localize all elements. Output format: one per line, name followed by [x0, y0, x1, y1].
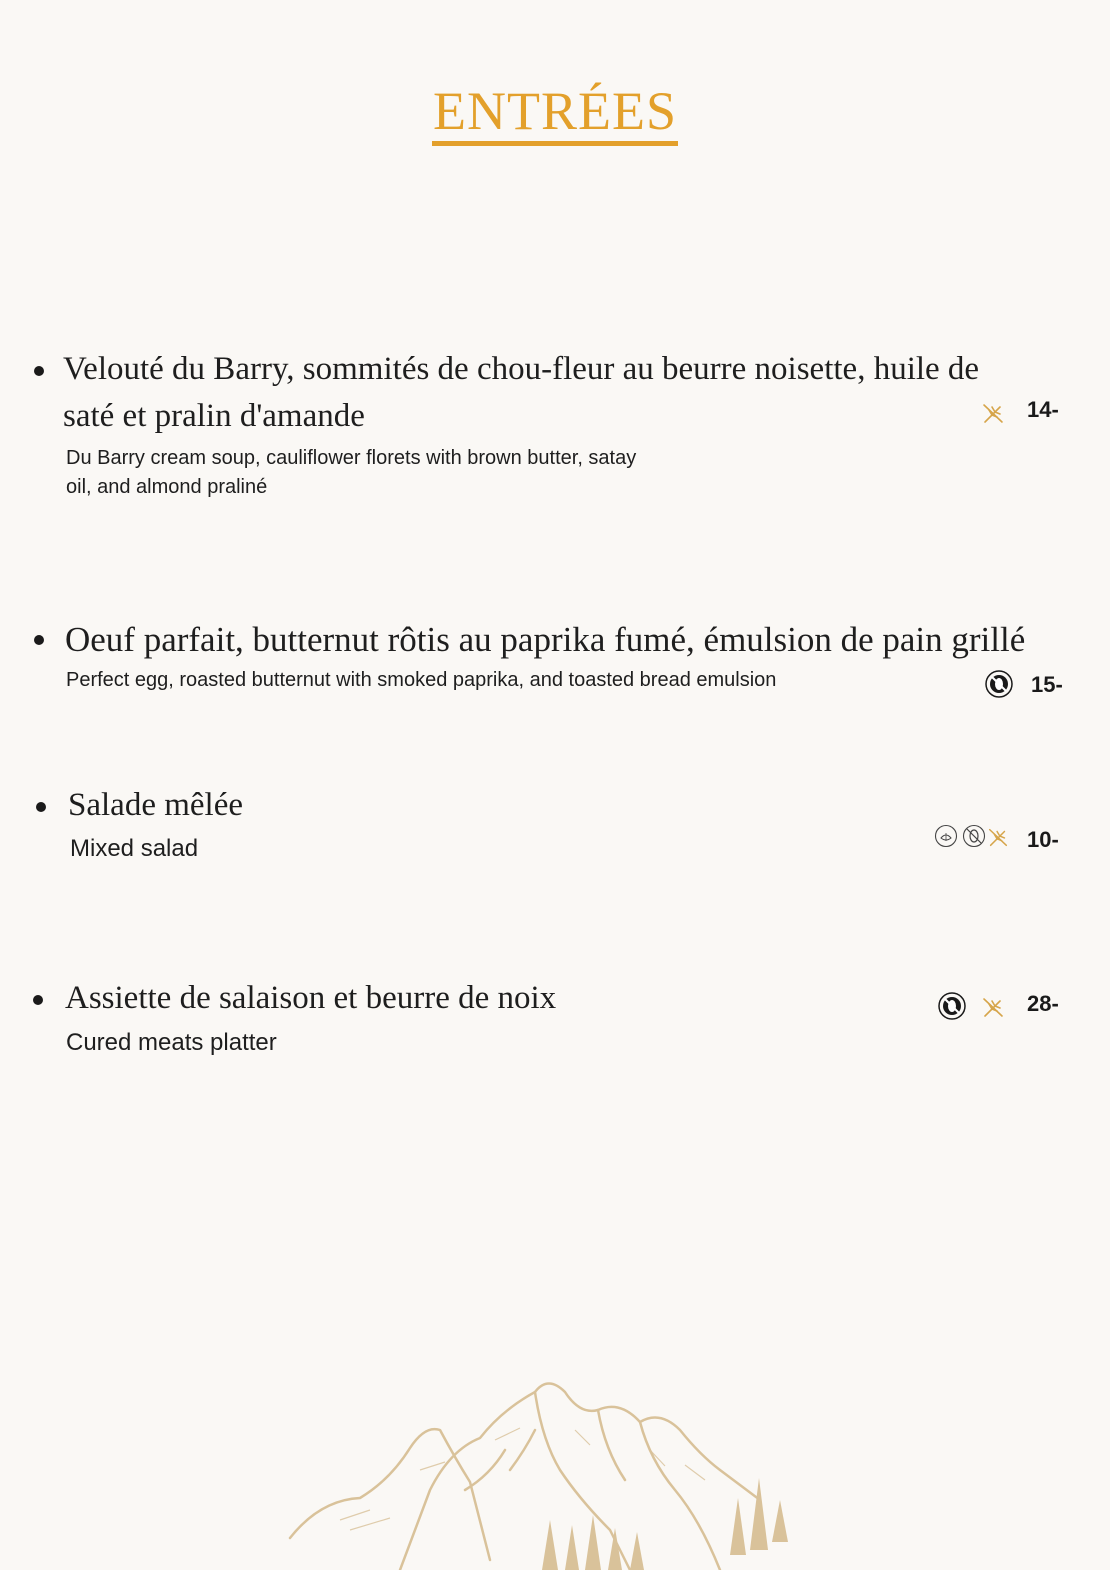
gluten-free-icon: [980, 400, 1006, 426]
page-title: ENTRÉES: [0, 80, 1110, 146]
price: 10-: [1027, 827, 1059, 852]
dish-description: Du Barry cream soup, cauliflower florets with brown butter, satay: [66, 447, 637, 469]
bullet: [34, 366, 44, 376]
dish-description: Perfect egg, roasted butternut with smoked paprika, and toasted bread emulsion: [66, 669, 777, 691]
nut-free-icon: [962, 824, 986, 848]
bullet: [34, 635, 44, 645]
price: 28-: [1027, 991, 1059, 1016]
bullet: [36, 802, 46, 812]
vegan-icon: [934, 824, 958, 848]
price: 14-: [1027, 397, 1059, 422]
mountains-illustration: [280, 1370, 820, 1570]
dish-name: Velouté du Barry, sommités de chou-fleur au beurre noisette, huile de: [63, 351, 980, 387]
nut-free-icon: [937, 991, 967, 1021]
dish-name: Salade mêlée: [68, 787, 243, 823]
price: 15-: [1031, 672, 1063, 697]
dish-description: Mixed salad: [70, 835, 199, 862]
bullet: [33, 995, 43, 1005]
dish-description: oil, and almond praliné: [66, 476, 268, 498]
nut-free-icon: [984, 669, 1014, 699]
dish-name: saté et pralin d'amande: [63, 398, 365, 434]
dish-name: Oeuf parfait, butternut rôtis au paprika fumé, émulsion de pain grillé: [65, 620, 1026, 659]
gluten-free-icon: [980, 994, 1006, 1020]
gluten-free-icon: [986, 825, 1010, 849]
dish-name: Assiette de salaison et beurre de noix: [65, 980, 557, 1016]
dish-description: Cured meats platter: [66, 1029, 277, 1056]
